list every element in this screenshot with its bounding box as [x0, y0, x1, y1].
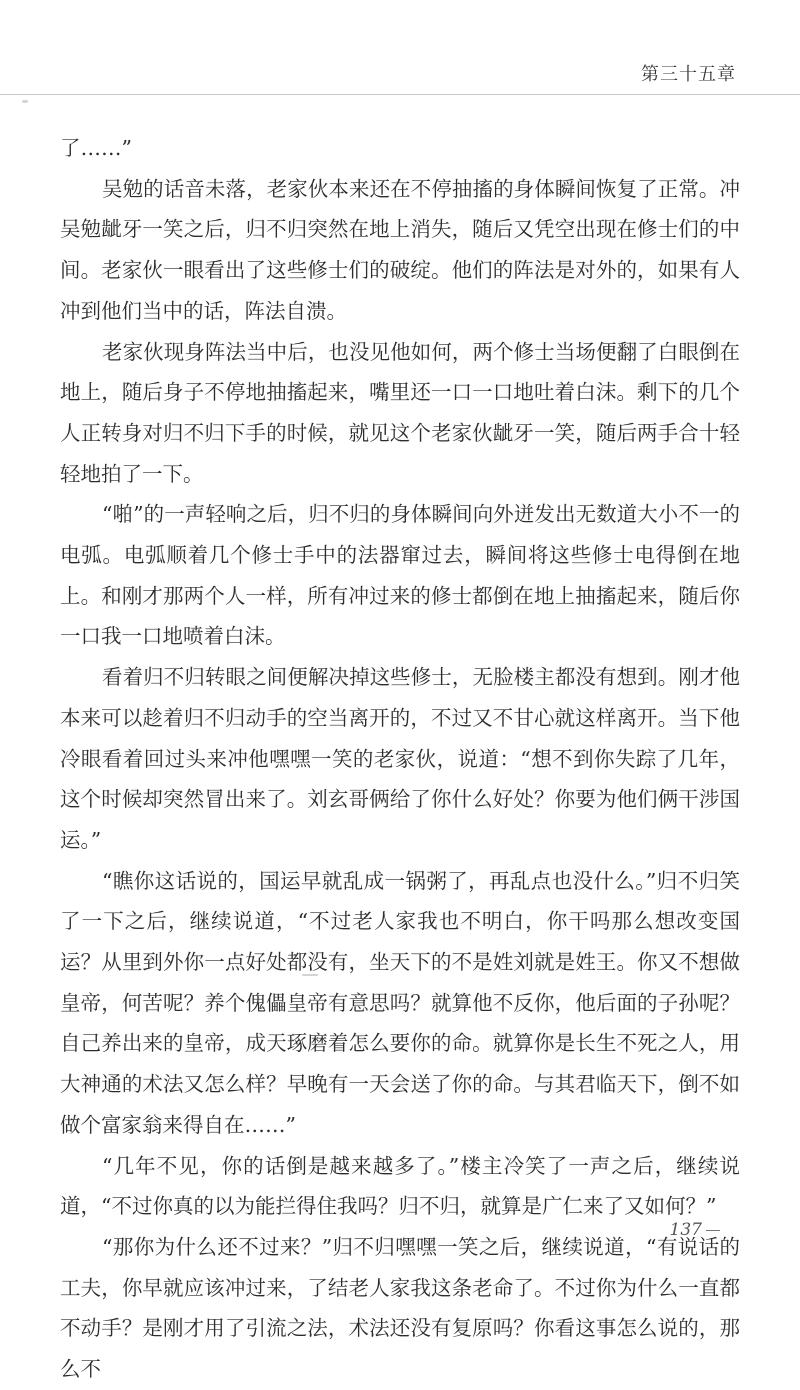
paragraph: “啪”的一声轻响之后，归不归的身体瞬间向外迸发出无数道大小不一的电弧。电弧顺着几个修士手中的法器窜过去，瞬间将这些修士电得倒在地上。和刚才那两个人一样，所有冲过来的修士都倒在地上抽搐起来，随后你一口我一口地喷着白沫。 — [60, 502, 740, 649]
paragraph: “几年不见，你的话倒是越来越多了。”楼主冷笑了一声之后，继续说道，“不过你真的以为能拦得住我吗？归不归，就算是广仁来了又如何？” — [60, 1153, 740, 1219]
chapter-header: 第三十五章 — [641, 64, 736, 85]
paragraph: 了……” — [60, 136, 132, 160]
page-number-value: 137 — [669, 1220, 702, 1240]
header-rule — [0, 94, 800, 95]
paragraph: 吴勉的话音未落，老家伙本来还在不停抽搐的身体瞬间恢复了正常。冲吴勉龇牙一笑之后，归不归突然在地上消失，随后又凭空出现在修士们的中间。老家伙一眼看出了这些修士们的破绽。他们的阵法是对外的，如果有人冲到他们当中的话，阵法自溃。 — [60, 176, 740, 323]
paragraph: 老家伙现身阵法当中后，也没见他如何，两个修士当场便翻了白眼倒在地上，随后身子不停地抽搐起来，嘴里还一口一口地吐着白沫。剩下的几个人正转身对归不归下手的时候，就见这个老家伙龇牙一笑，随后两手合十轻轻地拍了一下。 — [60, 339, 740, 486]
paragraph: “瞧你这话说的，国运早就乱成一锅粥了，再乱点也没什么。”归不归笑了一下之后，继续说道，“不过老人家我也不明白，你干吗那么想改变国运？从里到外你一点好处都没有，坐天下的不是姓刘就是姓王。你又不想做皇帝，何苦呢？养个傀儡皇帝有意思吗？就算他不反你，他后面的子孙呢？自己养出来的皇帝，成天琢磨着怎么要你的命。就算你是长生不死之人，用大神通的术法又怎么样？早晚有一天会送了你的命。与其君临天下，倒不如做个富家翁来得自在……” — [60, 868, 740, 1137]
page-number — [670, 1220, 720, 1240]
paragraph: 看着归不归转眼之间便解决掉这些修士，无脸楼主都没有想到。刚才他本来可以趁着归不归动手的空当离开的，不过又不甘心就这样离开。当下他冷眼看着回过头来冲他嘿嘿一笑的老家伙，说道：“想不到你失踪了几年，这个时候却突然冒出来了。刘玄哥俩给了你什么好处？你要为他们俩干涉国运。” — [60, 665, 740, 852]
scan-speck — [22, 100, 28, 103]
page-number-dash — [706, 1230, 720, 1231]
paragraph: “那你为什么还不过来？”归不归嘿嘿一笑之后，继续说道，“有说话的工夫，你早就应该冲过来，了结老人家我这条老命了。不过你为什么一直都不动手？是刚才用了引流之法，术法还没有复原吗？你看这事怎么说的，那么不 — [60, 1234, 740, 1382]
body-text — [60, 128, 740, 1390]
